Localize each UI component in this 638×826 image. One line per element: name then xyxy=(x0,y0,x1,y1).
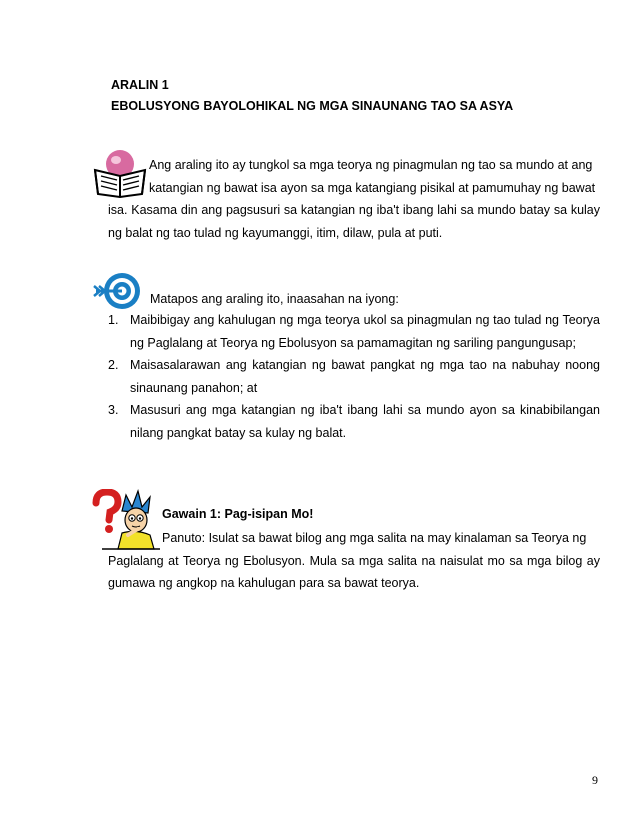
list-item xyxy=(108,309,600,354)
list-item-number: 1. xyxy=(108,313,119,327)
list-item-number: 3. xyxy=(108,403,119,417)
target-arrow-icon xyxy=(92,268,142,314)
list-item-text: Maisasalarawan ang katangian ng bawat pangkat ng mga tao na nabuhay noong sinaunang panahon; at xyxy=(130,358,600,395)
activity-instructions xyxy=(108,527,600,595)
activity-rest: Paglalang at Teorya ng Ebolusyon. Mula sa mga salita na naisulat mo sa mga bilog ay gumawa ng angkop na kahulugan para sa bawat teorya. xyxy=(108,553,600,590)
objectives-lead: Matapos ang araling ito, inaasahan na iyong: xyxy=(150,292,399,306)
activity-title: Gawain 1: Pag-isipan Mo! xyxy=(162,507,314,521)
list-item xyxy=(108,399,600,444)
lesson-title: EBOLUSYONG BAYOLOHIKAL NG MGA SINAUNANG TAO SA ASYA xyxy=(111,99,514,113)
list-item xyxy=(108,354,600,399)
objectives-list xyxy=(108,309,600,444)
intro-rest: isa. Kasama din ang pagsusuri sa katangian ng iba't ibang lahi sa mundo batay sa kulay ng balat ng tao tulad ng kayumanggi, itim, dilaw, pula at puti. xyxy=(108,203,600,240)
activity-line-1: Panuto: Isulat sa bawat bilog ang mga salita na may kinalaman sa Teorya ng xyxy=(162,531,587,545)
page-number: 9 xyxy=(592,773,598,787)
intro-line-1: Ang araling ito ay tungkol sa mga teorya ng pinagmulan ng tao sa mundo at ang xyxy=(149,158,593,172)
intro-paragraph xyxy=(108,154,600,244)
lesson-header xyxy=(111,75,513,117)
list-item-text: Maibibigay ang kahulugan ng mga teorya ukol sa pinagmulan ng tao tulad ng Teorya ng Paglalang at Teorya ng Ebolusyon sa pamamagitan ng sariling pangungusap; xyxy=(130,313,600,350)
list-item-number: 2. xyxy=(108,358,119,372)
intro-line-2: katangian ng bawat isa ayon sa mga katangiang pisikal at pamumuhay ng bawat xyxy=(149,180,596,195)
lesson-label: ARALIN 1 xyxy=(111,78,169,92)
list-item-text: Masusuri ang mga katangian ng iba't ibang lahi sa mundo ayon sa kinabibilangan nilang pangkat batay sa kulay ng balat. xyxy=(130,403,600,440)
